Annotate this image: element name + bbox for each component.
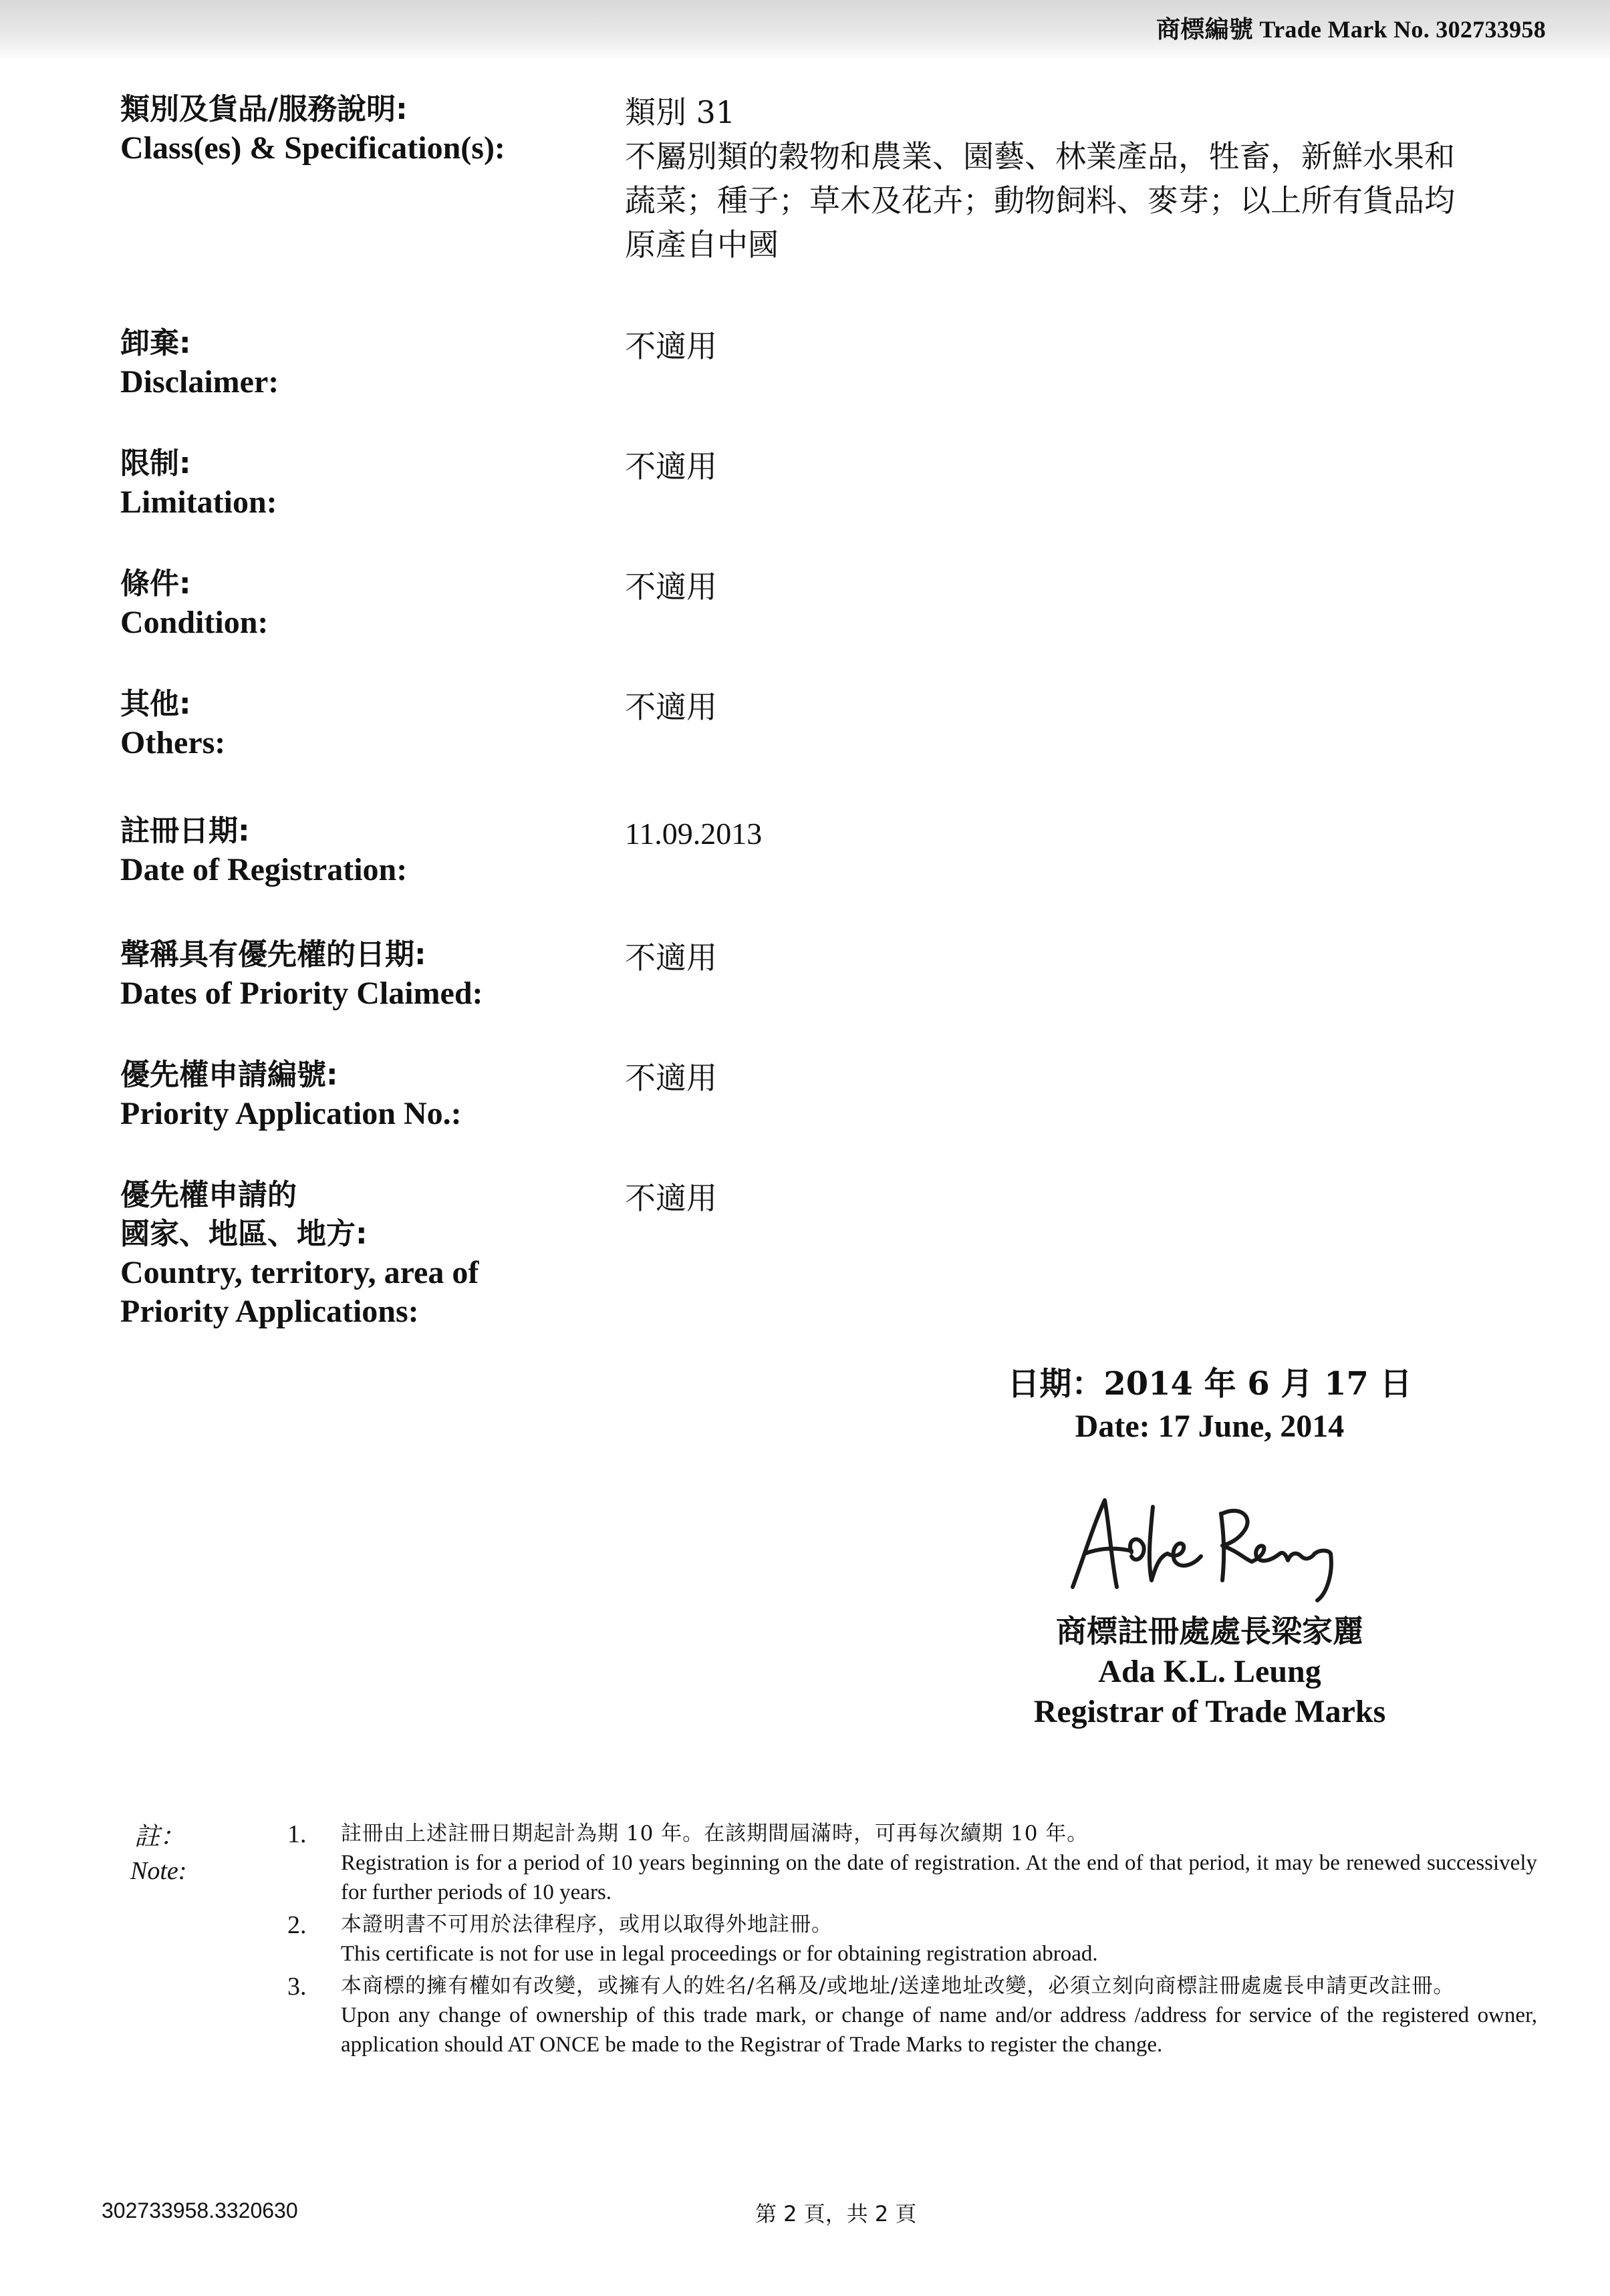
class-number: 類別 31 [625, 94, 736, 130]
label-en: Class(es) & Specification(s): [120, 130, 505, 166]
label-zh: 卸棄: [120, 326, 191, 360]
field-value: 不適用 [625, 689, 717, 725]
specification-line: 原產自中國 [625, 227, 779, 263]
signer-name: Ada K.L. Leung [1098, 1654, 1321, 1689]
notes-list [287, 1819, 1537, 2062]
field-value: 不適用 [625, 940, 717, 976]
specification-line: 不屬別類的穀物和農業、園藝、林業產品，牲畜，新鮮水果和 [625, 138, 1455, 174]
label-zh: 其他: [120, 687, 191, 721]
notes-heading-en: Note: [130, 1857, 187, 1885]
trade-mark-number: 商標編號 Trade Mark No. 302733958 [1156, 16, 1546, 43]
issue-date-zh: 日期：2014 年 6 月 17 日 [1007, 1365, 1412, 1403]
page-indicator: 第 2 頁，共 2 頁 [755, 2201, 917, 2227]
label-en: Priority Applications: [120, 1294, 419, 1329]
issue-date [956, 1362, 1464, 1447]
specification-line: 蔬菜；種子；草木及花卉；動物飼料、麥芽；以上所有貨品均 [625, 182, 1455, 219]
label-zh: 國家、地區、地方: [120, 1217, 368, 1251]
field-value: 不適用 [625, 448, 717, 484]
label-zh: 限制: [120, 446, 191, 480]
registration-date: 11.09.2013 [625, 817, 763, 851]
signer-title: Registrar of Trade Marks [1033, 1694, 1386, 1729]
note-item [287, 1971, 1537, 2059]
note-text-en: Registration is for a period of 10 years beginning on the date of registration. At the end of that period, it may be renewed successively for further periods of 10 years. [341, 1851, 1537, 1904]
note-number: 2. [287, 1911, 307, 1939]
field-value: 不適用 [625, 1180, 717, 1216]
label-en: Priority Application No.: [120, 1096, 462, 1131]
label-en: Country, territory, area of [120, 1255, 479, 1290]
document-id: 302733958.3320630 [102, 2198, 298, 2222]
label-zh: 聲稱具有優先權的日期: [120, 938, 426, 972]
label-zh: 優先權申請的 [120, 1178, 297, 1212]
field-value: 不適用 [625, 328, 717, 364]
note-number: 1. [287, 1820, 307, 1848]
label-en: Dates of Priority Claimed: [120, 976, 483, 1011]
signer-block [956, 1610, 1464, 1732]
field-value: 不適用 [625, 569, 717, 605]
label-en: Condition: [120, 605, 269, 640]
note-text-zh: 註冊由上述註冊日期起計為期 10 年。在該期間屆滿時，可再每次續期 10 年。 [341, 1822, 1089, 1846]
note-text-en: Upon any change of ownership of this trade mark, or change of name and/or address /address for service of the registered owner, application should AT ONCE be made to the Registrar of Trade Marks to register the change. [341, 2003, 1537, 2057]
note-number: 3. [287, 1973, 307, 2001]
label-zh: 優先權申請編號: [120, 1058, 338, 1092]
label-zh: 類別及貨品/服務說明: [120, 92, 408, 126]
label-zh: 條件: [120, 567, 191, 601]
note-item [287, 1819, 1537, 1907]
label-en: Disclaimer: [120, 364, 279, 400]
note-item [287, 1910, 1537, 1969]
issue-date-en: Date: 17 June, 2014 [1075, 1409, 1345, 1444]
label-zh: 註冊日期: [120, 814, 250, 848]
signer-name-zh: 商標註冊處處長梁家麗 [1056, 1613, 1363, 1649]
label-en: Others: [120, 725, 226, 760]
notes-heading-zh: 註： [134, 1822, 186, 1851]
label-en: Date of Registration: [120, 852, 408, 887]
note-text-zh: 本商標的擁有權如有改變，或擁有人的姓名/名稱及/或地址/送達地址改變，必須立刻向商標註冊處處長申請更改註冊。 [341, 1974, 1455, 1998]
field-value: 不適用 [625, 1060, 717, 1096]
notes-heading [130, 1819, 186, 1888]
label-en: Limitation: [120, 484, 277, 520]
handwritten-signature [1053, 1487, 1387, 1607]
note-text-zh: 本證明書不可用於法律程序，或用以取得外地註冊。 [341, 1912, 833, 1936]
note-text-en: This certificate is not for use in legal proceedings or for obtaining registration abroad. [341, 1942, 1098, 1966]
